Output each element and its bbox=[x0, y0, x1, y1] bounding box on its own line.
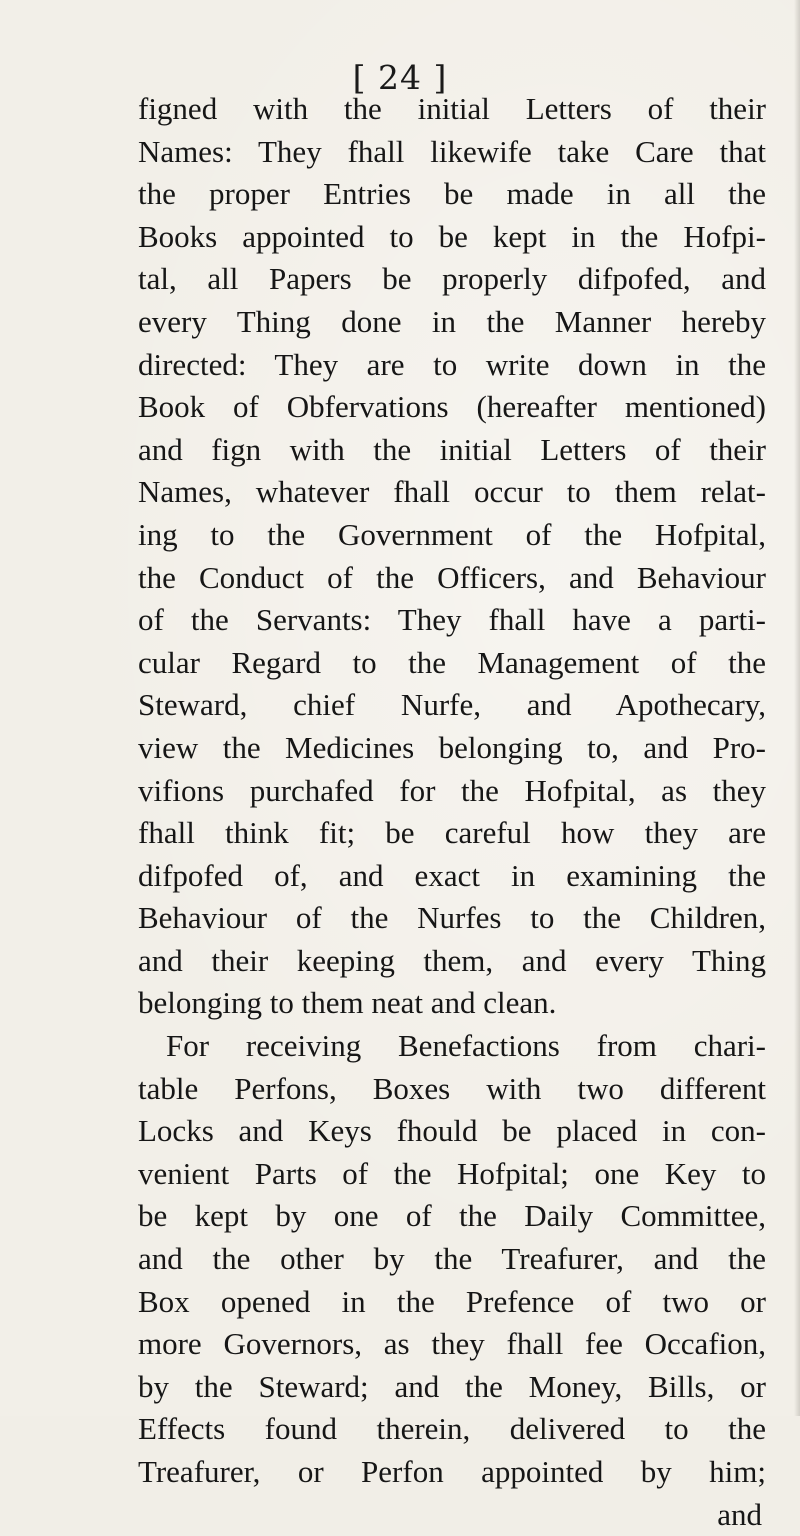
text-line: of the Servants: They fhall have a parti- bbox=[138, 602, 766, 638]
paragraph-start-line: For receiving Benefactions from chari- bbox=[166, 1028, 766, 1064]
text-line: directed: They are to write down in the bbox=[138, 346, 766, 382]
text-line: tal, all Papers be properly difpofed, and bbox=[138, 261, 766, 297]
text-line: the proper Entries be made in all the bbox=[138, 176, 766, 212]
catchword: and bbox=[717, 1496, 762, 1532]
text-line: Effects found therein, delivered to the bbox=[138, 1411, 766, 1447]
text-line: the Conduct of the Officers, and Behaviour bbox=[138, 559, 766, 595]
text-line: view the Medicines belonging to, and Pro- bbox=[138, 729, 766, 765]
text-line: Book of Obfervations (hereafter mentioned) bbox=[138, 389, 766, 425]
text-line: Names: They fhall likewife take Care that bbox=[138, 133, 766, 169]
text-line: ing to the Government of the Hofpital, bbox=[138, 516, 766, 552]
text-line: vifions purchafed for the Hofpital, as they bbox=[138, 772, 766, 808]
text-line: fhall think fit; be careful how they are bbox=[138, 815, 766, 851]
text-line: Steward, chief Nurfe, and Apothecary, bbox=[138, 687, 766, 723]
text-line: venient Parts of the Hofpital; one Key to bbox=[138, 1155, 766, 1191]
text-line: Box opened in the Prefence of two or bbox=[138, 1283, 766, 1319]
text-line: Locks and Keys fhould be placed in con- bbox=[138, 1113, 766, 1149]
paragraph-end-line: belonging to them neat and clean. bbox=[138, 985, 557, 1021]
text-line: figned with the initial Letters of their bbox=[138, 91, 766, 126]
text-line: and their keeping them, and every Thing bbox=[138, 942, 766, 978]
text-line: table Perfons, Boxes with two different bbox=[138, 1070, 766, 1106]
text-line: more Governors, as they fhall fee Occafion, bbox=[138, 1326, 766, 1362]
text-line: cular Regard to the Management of the bbox=[138, 644, 766, 680]
body-text bbox=[138, 88, 766, 1536]
text-line: be kept by one of the Daily Committee, bbox=[138, 1198, 766, 1234]
page-number: [ 24 ] bbox=[352, 58, 448, 97]
text-line: by the Steward; and the Money, Bills, or bbox=[138, 1368, 766, 1404]
text-line: difpofed of, and exact in examining the bbox=[138, 857, 766, 893]
text-line: every Thing done in the Manner hereby bbox=[138, 303, 766, 339]
page-edge-shadow bbox=[794, 0, 800, 1416]
text-line: Behaviour of the Nurfes to the Children, bbox=[138, 900, 766, 936]
text-line: and fign with the initial Letters of their bbox=[138, 431, 766, 467]
text-line: Names, whatever fhall occur to them relat- bbox=[138, 474, 766, 510]
text-line: Books appointed to be kept in the Hofpi- bbox=[138, 218, 766, 254]
text-line: and the other by the Treafurer, and the bbox=[138, 1241, 766, 1277]
text-line: Treafurer, or Perfon appointed by him; bbox=[138, 1454, 766, 1489]
